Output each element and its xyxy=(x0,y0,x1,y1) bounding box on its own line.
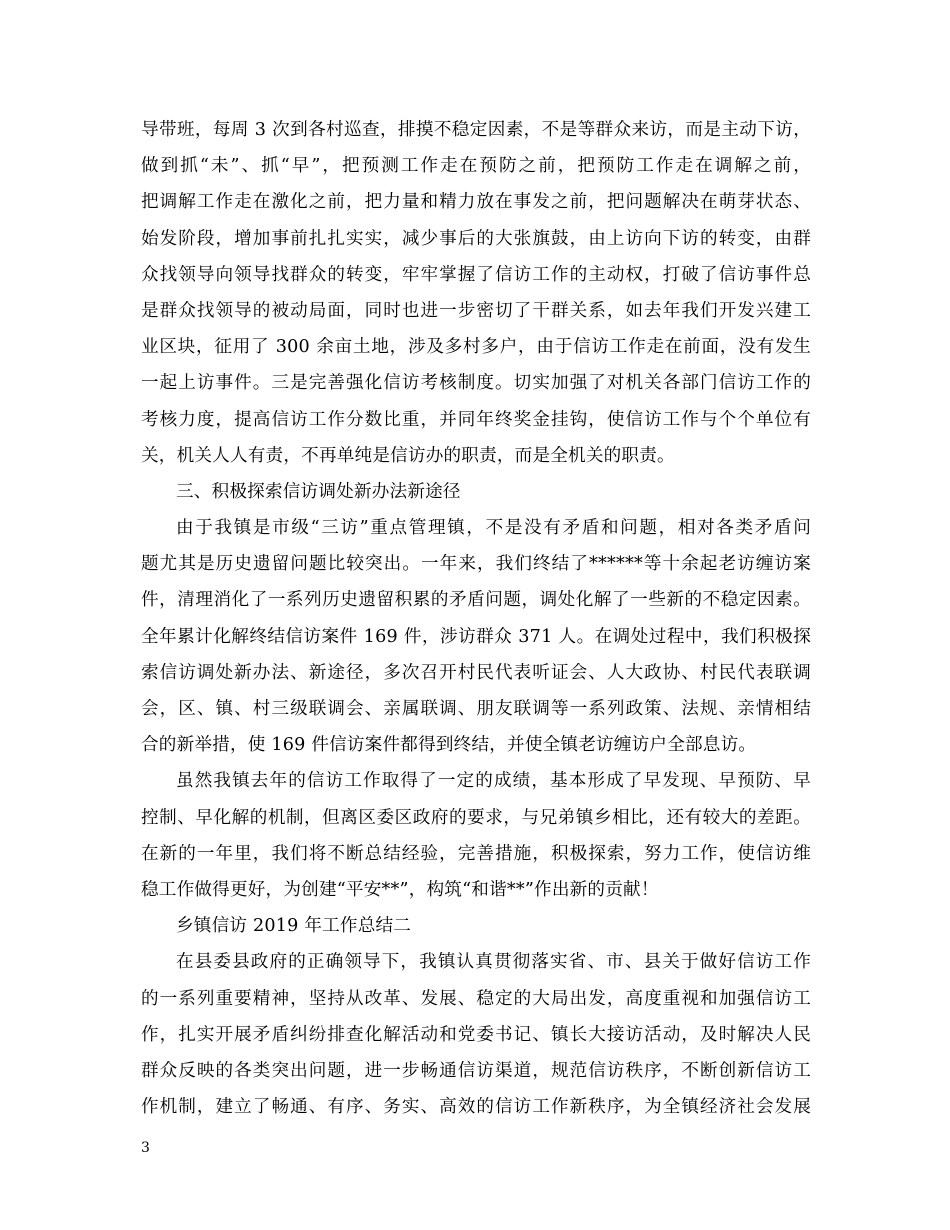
text-line: 会，区、镇、村三级联调会、亲属联调、朋友联调等一系列政策、法规、亲情相结 xyxy=(141,699,811,719)
text-line: 是群众找领导的被动局面，同时也进一步密切了干群关系，如去年我们开发兴建工 xyxy=(141,300,811,321)
section-heading: 三、积极探索信访调处新办法新途径 xyxy=(176,481,461,502)
text-line: 做到抓“未”、抓“早”，把预测工作走在预防之前，把预防工作走在调解之前， xyxy=(141,156,811,177)
text-line: 在县委县政府的正确领导下，我镇认真贯彻落实省、市、县关于做好信访工作 xyxy=(176,952,811,973)
text-line: 题尤其是历史遗留问题比较突出。一年来，我们终结了******等十余起老访缠访案 xyxy=(141,554,811,575)
text-line: 一起上访事件。三是完善强化信访考核制度。切实加强了对机关各部门信访工作的 xyxy=(141,373,811,394)
section-heading: 乡镇信访 2019 年工作总结二 xyxy=(176,916,412,937)
text-line: 件，清理消化了一系列历史遗留积累的矛盾问题，调处化解了一些新的不稳定因素。 xyxy=(141,590,811,611)
text-line: 把调解工作走在激化之前，把力量和精力放在事发之前，把问题解决在萌芽状态、 xyxy=(141,192,811,213)
text-line: 全年累计化解终结信访案件 169 件，涉访群众 371 人。在调处过程中，我们积极探 xyxy=(141,626,811,647)
text-line: 稳工作做得更好，为创建“平安**”，构筑“和谐**”作出新的贡献！ xyxy=(141,879,659,900)
text-line: 虽然我镇去年的信访工作取得了一定的成绩，基本形成了早发现、早预防、早 xyxy=(176,771,811,792)
text-line: 索信访调处新办法、新途径，多次召开村民代表听证会、人大政协、村民代表联调 xyxy=(141,662,811,683)
text-line: 群众反映的各类突出问题，进一步畅通信访渠道，规范信访秩序，不断创新信访工 xyxy=(141,1060,811,1081)
text-line: 导带班，每周 3 次到各村巡查，排摸不稳定因素，不是等群众来访，而是主动下访， xyxy=(141,120,811,140)
text-line: 的一系列重要精神，坚持从改革、发展、稳定的大局出发，高度重视和加强信访工 xyxy=(141,988,811,1009)
text-line: 在新的一年里，我们将不断总结经验，完善措施，积极探索，努力工作，使信访维 xyxy=(141,843,811,864)
text-line: 由于我镇是市级“三访”重点管理镇，不是没有矛盾和问题，相对各类矛盾问 xyxy=(176,518,811,539)
text-line: 作机制，建立了畅通、有序、务实、高效的信访工作新秩序，为全镇经济社会发展 xyxy=(141,1097,811,1118)
text-line: 众找领导向领导找群众的转变，牢牢掌握了信访工作的主动权，打破了信访事件总 xyxy=(141,264,811,285)
text-line: 关，机关人人有责，不再单纯是信访办的职责，而是全机关的职责。 xyxy=(141,445,675,466)
text-line: 控制、早化解的机制，但离区委区政府的要求，与兄弟镇乡相比，还有较大的差距。 xyxy=(141,807,811,828)
text-line: 合的新举措，使 169 件信访案件都得到终结，并使全镇老访缠访户全部息访。 xyxy=(141,735,757,756)
text-line: 考核力度，提高信访工作分数比重，并同年终奖金挂钩，使信访工作与个个单位有 xyxy=(141,409,811,430)
document-body xyxy=(141,112,811,1125)
page-number: 3 xyxy=(141,1140,150,1156)
text-line: 作，扎实开展矛盾纠纷排查化解活动和党委书记、镇长大接访活动，及时解决人民 xyxy=(141,1024,811,1045)
text-line: 业区块，征用了 300 余亩土地，涉及多村多户，由于信访工作走在前面，没有发生 xyxy=(141,337,811,358)
text-line: 始发阶段，增加事前扎扎实实，减少事后的大张旗鼓，由上访向下访的转变，由群 xyxy=(141,228,811,249)
